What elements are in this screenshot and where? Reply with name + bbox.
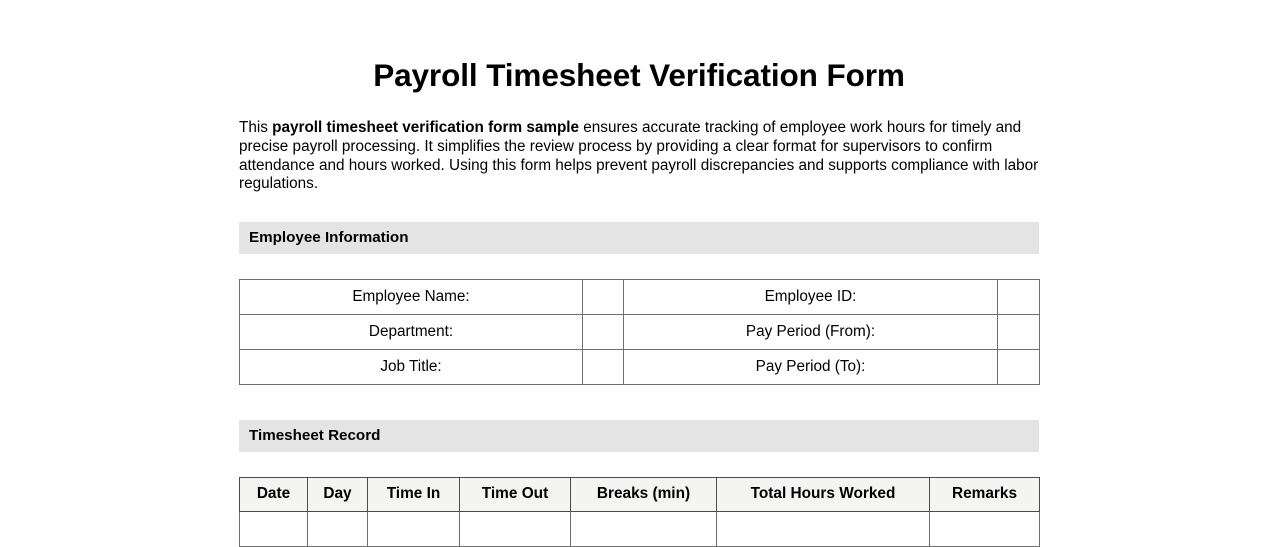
employee-name-field[interactable] bbox=[583, 279, 624, 314]
employee-id-label: Employee ID: bbox=[624, 279, 998, 314]
department-label: Department: bbox=[240, 314, 583, 349]
section-header-employee-information bbox=[239, 222, 1039, 254]
pay-period-to-label: Pay Period (To): bbox=[624, 349, 998, 384]
job-title-label: Job Title: bbox=[240, 349, 583, 384]
cell-time-in[interactable] bbox=[368, 511, 460, 546]
table-row bbox=[240, 349, 1040, 384]
table-row bbox=[240, 314, 1040, 349]
column-header-remarks: Remarks bbox=[930, 477, 1040, 511]
column-header-total-hours-worked: Total Hours Worked bbox=[717, 477, 930, 511]
document-content bbox=[239, 0, 1039, 547]
intro-lead: This bbox=[239, 119, 273, 137]
cell-breaks[interactable] bbox=[571, 511, 717, 546]
column-header-time-out: Time Out bbox=[460, 477, 571, 511]
employee-name-label: Employee Name: bbox=[240, 279, 583, 314]
pay-period-from-label: Pay Period (From): bbox=[624, 314, 998, 349]
cell-day[interactable] bbox=[308, 511, 368, 546]
intro-emphasis: payroll timesheet verification form sample bbox=[272, 119, 580, 137]
cell-time-out[interactable] bbox=[460, 511, 571, 546]
timesheet-record-table bbox=[239, 477, 1040, 547]
table-row bbox=[240, 511, 1040, 546]
column-header-day: Day bbox=[308, 477, 368, 511]
cell-total-hours-worked[interactable] bbox=[717, 511, 930, 546]
column-header-breaks: Breaks (min) bbox=[571, 477, 717, 511]
cell-remarks[interactable] bbox=[930, 511, 1040, 546]
employee-id-field[interactable] bbox=[998, 279, 1040, 314]
job-title-field[interactable] bbox=[583, 349, 624, 384]
column-header-time-in: Time In bbox=[368, 477, 460, 511]
pay-period-from-field[interactable] bbox=[998, 314, 1040, 349]
department-field[interactable] bbox=[583, 314, 624, 349]
table-row bbox=[240, 279, 1040, 314]
cell-date[interactable] bbox=[240, 511, 308, 546]
intro-paragraph bbox=[239, 95, 1039, 193]
table-header-row bbox=[240, 477, 1040, 511]
employee-information-table bbox=[239, 279, 1040, 385]
section-header-label: Employee Information bbox=[249, 229, 409, 247]
intro-rest: ensures accurate tracking of employee work hours for timely and precise payroll processing. It simplifies the review process by providing a clear format for supervisors to confirm attendance and hours worked. Using this form helps prevent payroll discrepancies and supports compliance with labor regulations. bbox=[239, 119, 1039, 193]
section-header-timesheet-record bbox=[239, 420, 1039, 452]
column-header-date: Date bbox=[240, 477, 308, 511]
page-title: Payroll Timesheet Verification Form bbox=[373, 57, 905, 93]
section-header-label: Timesheet Record bbox=[249, 427, 381, 445]
pay-period-to-field[interactable] bbox=[998, 349, 1040, 384]
